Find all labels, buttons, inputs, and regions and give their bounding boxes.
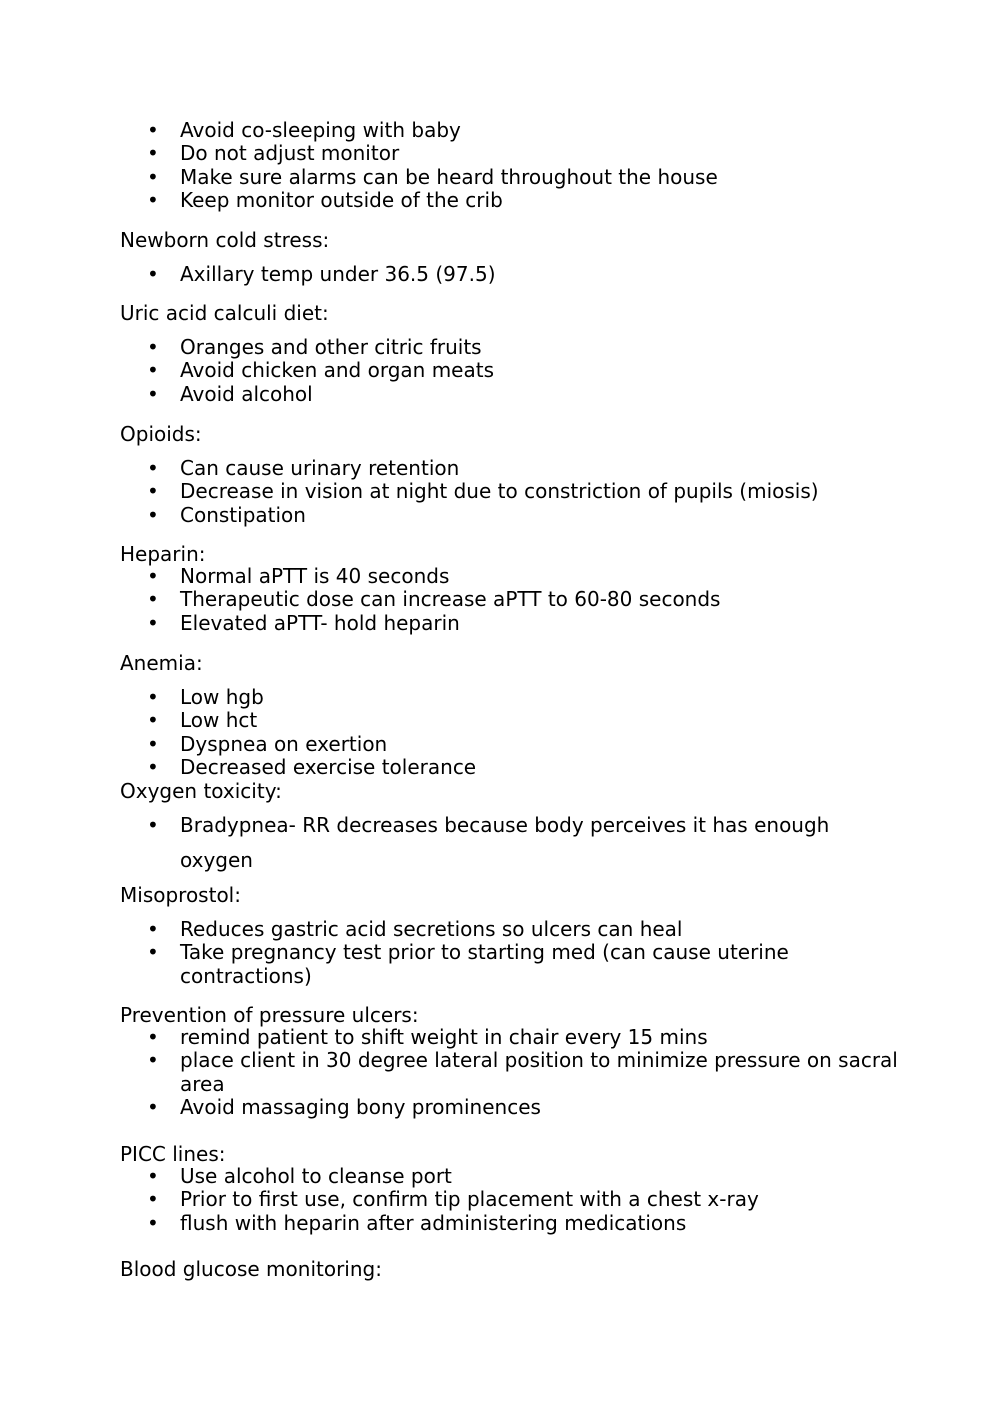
bullet-icon: •: [147, 381, 159, 406]
list-item: [120, 1049, 900, 1096]
list-item-text: Elevated aPTT- hold heparin: [180, 610, 460, 635]
list-item: [120, 480, 900, 503]
list-item-text: Decrease in vision at night due to constriction of pupils (miosis): [180, 479, 819, 504]
list-item-text: Keep monitor outside of the crib: [180, 187, 503, 212]
bullet-icon: •: [147, 141, 159, 166]
list-item: [120, 733, 900, 756]
bullet-icon: •: [147, 456, 159, 480]
list-item: [120, 612, 900, 635]
bullet-icon: •: [147, 587, 159, 612]
bullet-icon: •: [147, 1094, 159, 1119]
list-item-text: Normal aPTT is 40 seconds: [180, 564, 450, 588]
list-item: [120, 686, 900, 709]
heading-blood-glucose: Blood glucose monitoring:: [120, 1257, 382, 1281]
bullet-icon: •: [147, 1164, 159, 1188]
list-item: [120, 359, 900, 382]
list-item: [120, 263, 900, 286]
list-item: [120, 1188, 900, 1211]
list-item-text: flush with heparin after administering medications: [180, 1210, 687, 1235]
list-item-text: Avoid chicken and organ meats: [180, 358, 495, 383]
picc-list: [120, 1165, 900, 1235]
heading-picc-lines: PICC lines:: [120, 1142, 226, 1166]
list-item-text: Therapeutic dose can increase aPTT to 60-80 seconds: [180, 587, 721, 612]
heading-uric-acid: Uric acid calculi diet:: [120, 301, 329, 325]
heading-cold-stress: Newborn cold stress:: [120, 228, 330, 252]
bullet-icon: •: [147, 731, 159, 756]
uric-acid-list: [120, 336, 900, 406]
list-item: [120, 1212, 900, 1235]
list-item-text: Can cause urinary retention: [180, 456, 460, 480]
list-item: [120, 457, 900, 480]
list-item-text: Decreased exercise tolerance: [180, 754, 477, 779]
list-item-text: Low hct: [180, 708, 258, 733]
list-item: [120, 756, 900, 779]
opioids-list: [120, 457, 900, 527]
heading-pressure-ulcers: Prevention of pressure ulcers:: [120, 1003, 419, 1027]
bullet-icon: •: [147, 335, 159, 359]
bullet-icon: •: [147, 610, 159, 635]
list-item-text: Avoid massaging bony prominences: [180, 1094, 541, 1119]
list-item: [120, 504, 900, 527]
intro-list: [120, 119, 900, 212]
bullet-icon: •: [147, 164, 159, 189]
heading-misoprostol: Misoprostol:: [120, 883, 241, 907]
bullet-icon: •: [147, 940, 159, 965]
heading-heparin: Heparin:: [120, 542, 206, 566]
bullet-icon: •: [147, 708, 159, 733]
misoprostol-list: [120, 918, 900, 988]
oxygen-list: [120, 808, 900, 878]
list-item-text: Low hgb: [180, 685, 264, 709]
bullet-icon: •: [147, 1048, 159, 1073]
bullet-icon: •: [147, 1210, 159, 1235]
bullet-icon: •: [147, 685, 159, 709]
list-item: [120, 142, 900, 165]
bullet-icon: •: [147, 479, 159, 504]
list-item: [120, 808, 900, 878]
heading-opioids: Opioids:: [120, 422, 202, 446]
list-item: [120, 588, 900, 611]
list-item-text: Avoid co-sleeping with baby: [180, 118, 461, 142]
bullet-icon: •: [147, 118, 159, 142]
list-item: [120, 1026, 900, 1049]
list-item: [120, 166, 900, 189]
list-item-text: Constipation: [180, 502, 306, 527]
list-item-text: Reduces gastric acid secretions so ulcers can heal: [180, 917, 683, 941]
list-item-text: Axillary temp under 36.5 (97.5): [180, 262, 496, 286]
bullet-icon: •: [147, 754, 159, 779]
bullet-icon: •: [147, 917, 159, 941]
list-item-text: Take pregnancy test prior to starting med (can cause uterine contractions): [180, 940, 789, 988]
list-item: [120, 709, 900, 732]
cold-stress-list: [120, 263, 900, 286]
list-item-text: Do not adjust monitor: [180, 141, 400, 166]
list-item: [120, 119, 900, 142]
heading-anemia: Anemia:: [120, 651, 203, 675]
list-item: [120, 383, 900, 406]
list-item-text: place client in 30 degree lateral position to minimize pressure on sacral area: [180, 1048, 898, 1096]
bullet-icon: •: [147, 502, 159, 527]
list-item: [120, 1165, 900, 1188]
list-item-text: Bradypnea- RR decreases because body perceives it has enough oxygen: [180, 813, 830, 872]
list-item-text: Oranges and other citric fruits: [180, 335, 482, 359]
list-item: [120, 189, 900, 212]
bullet-icon: •: [147, 1187, 159, 1212]
bullet-icon: •: [147, 358, 159, 383]
list-item: [120, 565, 900, 588]
bullet-icon: •: [147, 564, 159, 588]
anemia-list: [120, 686, 900, 779]
list-item: [120, 918, 900, 941]
bullet-icon: •: [147, 813, 159, 837]
bullet-icon: •: [147, 262, 159, 286]
list-item-text: Use alcohol to cleanse port: [180, 1164, 452, 1188]
heading-oxygen-toxicity: Oxygen toxicity:: [120, 779, 282, 803]
list-item-text: Dyspnea on exertion: [180, 731, 388, 756]
list-item-text: Avoid alcohol: [180, 381, 313, 406]
list-item: [120, 1096, 900, 1119]
heparin-list: [120, 565, 900, 635]
list-item: [120, 336, 900, 359]
pressure-ulcers-list: [120, 1026, 900, 1119]
bullet-icon: •: [147, 187, 159, 212]
list-item-text: Make sure alarms can be heard throughout the house: [180, 164, 718, 189]
list-item-text: Prior to first use, confirm tip placement with a chest x-ray: [180, 1187, 759, 1212]
list-item-text: remind patient to shift weight in chair every 15 mins: [180, 1025, 708, 1049]
bullet-icon: •: [147, 1025, 159, 1049]
list-item: [120, 941, 900, 988]
